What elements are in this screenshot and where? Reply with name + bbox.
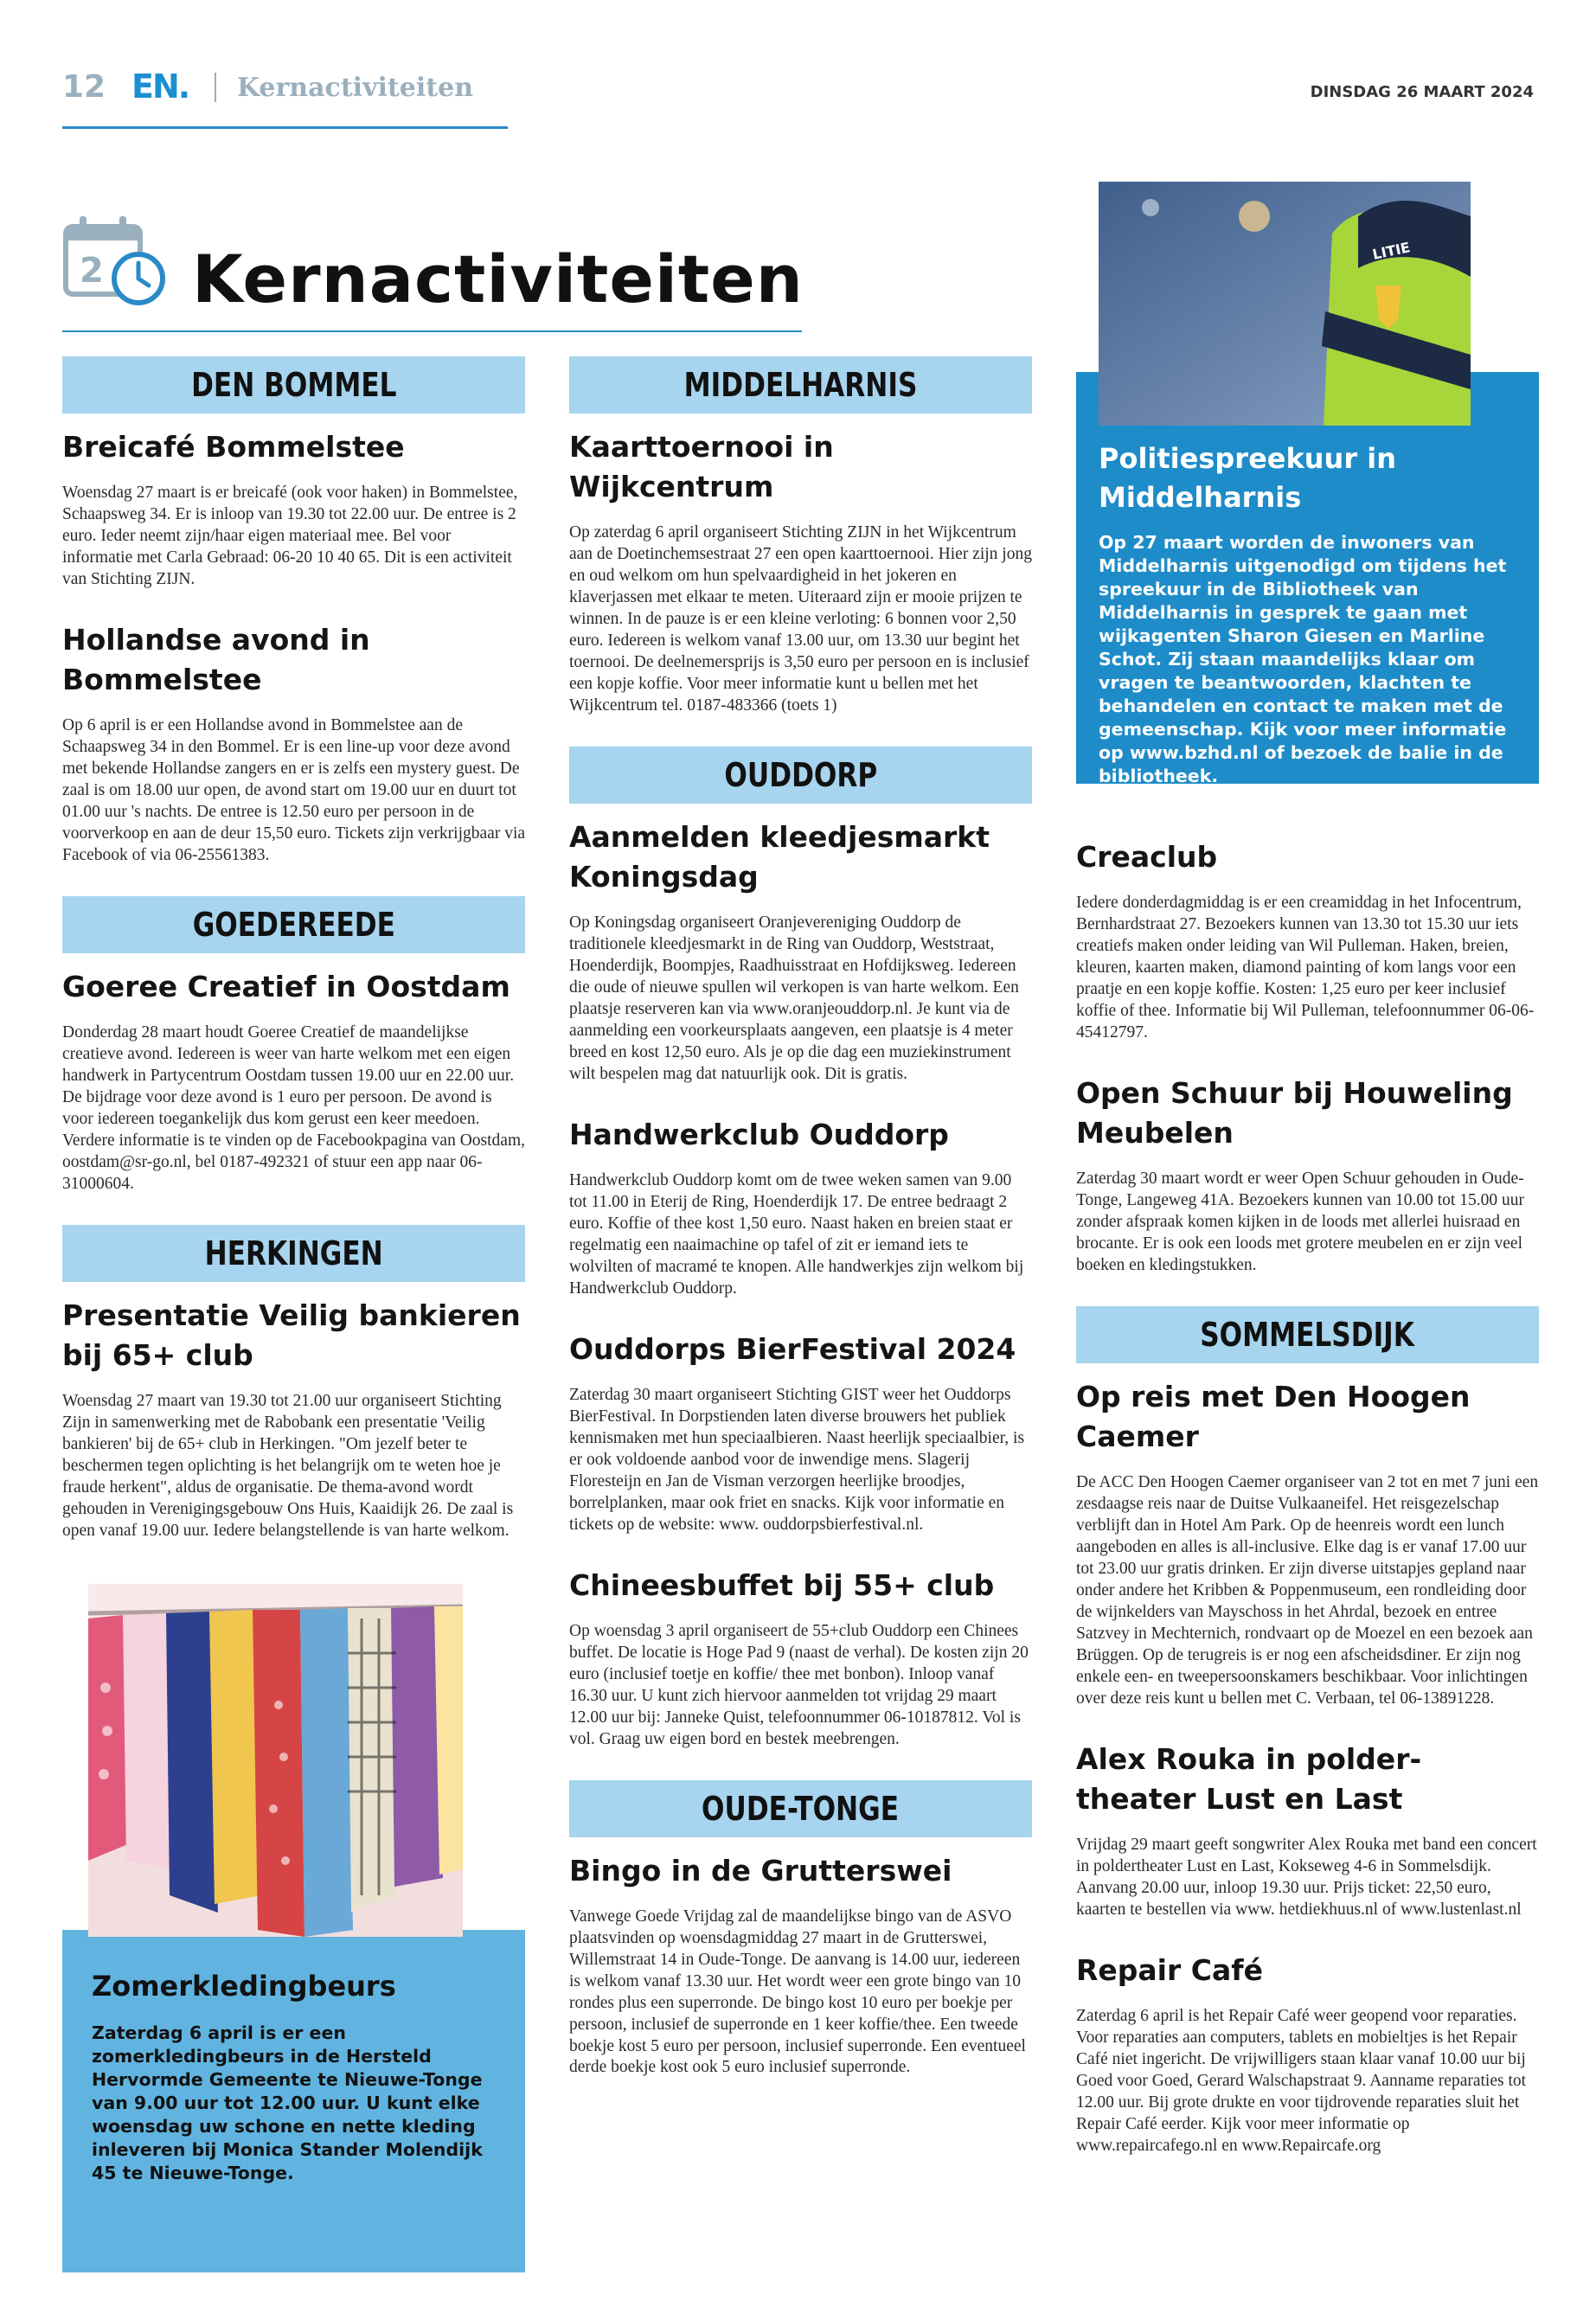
article-title: Goeree Creatief in Oostdam: [62, 970, 510, 1003]
zomerkledingbeurs-box: [62, 1930, 525, 2272]
article-title: Hollandse avond in Bommelstee: [62, 622, 370, 697]
column-3: [1076, 837, 1539, 2187]
article-title: Op reis met Den Hoogen Caemer: [1076, 1380, 1471, 1454]
article-title: Bingo in de Grutterswei: [569, 1853, 952, 1888]
article-title: Creaclub: [1076, 840, 1218, 874]
article-title: Ouddorps BierFestival 2024: [569, 1331, 1016, 1366]
header-date: DINSDAG 26 MAART 2024: [1310, 83, 1534, 101]
town-header-sommelsdijk: SOMMELSDIJK: [1076, 1306, 1539, 1363]
box-text: Zaterdag 6 april is er een zomerkledingbeurs in de Hersteld Hervormde Gemeente te Nieuwe-Tonge van 9.00 uur tot 12.00 uur. U kunt elke woensdag uw schone en nette kleding inleveren bij Monica Stander Molendijk 45 te Nieuwe-Tonge.: [92, 2022, 483, 2184]
article-title: Alex Rouka in polder-theater Lust en Last: [1076, 1741, 1422, 1817]
article-title: Repair Café: [1076, 1953, 1263, 1988]
article-text: Zaterdag 6 april is het Repair Café weer geopend voor reparaties. Voor reparaties aan computers, tablets en mobieltjes is het Repair Café niet ingericht. De vrijwilligers staan klaar vanaf 10.00 uur bij Goed voor Goed, Gerard Walschapstraat 9. Aanname reparaties tot 12.00 uur. Bij grote drukte en voor tijdrovende reparaties sluit het Repair Café eerder. Kijk voor meer informatie op www.repaircafego.nl en www.Repaircafe.org: [1076, 2007, 1527, 2155]
column-2: [569, 356, 1032, 2108]
town-header-goedereede: GOEDEREEDE: [62, 896, 525, 953]
article-title: Breicafé Bommelstee: [62, 430, 405, 464]
police-text-block: [1099, 439, 1527, 788]
header-separator: [215, 73, 216, 102]
article-title: Open Schuur bij Houweling Meubelen: [1076, 1075, 1513, 1150]
police-officer-photo: [1099, 182, 1471, 426]
article-title: Aanmelden kleedjesmarkt Koningsdag: [569, 819, 990, 894]
newspaper-logo: EN.: [131, 67, 189, 106]
article-text: Woensdag 27 maart is er breicafé (ook voor haken) in Bommelstee, Schaapsweg 34. Er is inloop van 19.30 tot 22.00 uur. De entree is 2 euro. Ieder neemt zijn/haar eigen materiaal mee. Bel voor informatie met Carla Gebraad: 06-20 10 40 65. Dit is een activiteit van Stichting ZIJN.: [62, 484, 518, 588]
article-text: Vrijdag 29 maart geeft songwriter Alex Rouka met band een concert in poldertheater Lust en Last, Kokseweg 4-6 in Sommelsdijk. Aanvang 20.00 uur, inloop 19.30 uur. Prijs ticket: 22,50 euro, kaarten te bestellen via www. hetdiekhuus.nl of www.lustenlast.nl: [1076, 1836, 1537, 1920]
article-title: Kaarttoernooi in Wijkcentrum: [569, 430, 834, 504]
article-title: Handwerkclub Ouddorp: [569, 1117, 949, 1151]
article-text: Woensdag 27 maart van 19.30 tot 21.00 uur organiseert Stichting Zijn in samenwerking met de Rabobank een presentatie 'Veilig bankieren' bij de 65+ club in Herkingen. "Om jezelf beter te beschermen tegen oplichting is het belangrijk om te weten hoe je fraude herkent", aldus de organisatie. De thema-avond wordt gehouden in Verenigingsgebouw Ons Huis, Kaaidijk 26. De zaal is open vanaf 19.00 uur. Iedere belangstellende is van harte welkom.: [62, 1392, 514, 1540]
town-header-herkingen: HERKINGEN: [62, 1225, 525, 1282]
town-header-oude-tonge: OUDE-TONGE: [569, 1780, 1032, 1837]
town-header-den-bommel: DEN BOMMEL: [62, 356, 525, 413]
uniform-badge-text: LITIE: [1370, 239, 1412, 263]
page-title: Kernactiviteiten: [192, 240, 804, 317]
town-header-middelharnis: MIDDELHARNIS: [569, 356, 1032, 413]
clothes-rack-photo: [88, 1584, 463, 1937]
article-text: Zaterdag 30 maart organiseert Stichting GIST weer het Ouddorps BierFestival. In Dorpstienden laten diverse brouwers het publiek kennismaken met hun speciaalbieren. Naast heerlijk speciaalbier, is er ook voldoende aanbod voor de inwendige mens. Slagerij Floresteijn en Jan de Visman verzorgen heerlijke broodjes, borrelplanken, maar ook friet en snacks. Kijk voor informatie en tickets op de website: www. ouddorpsbierfestival.nl.: [569, 1386, 1025, 1534]
calendar-digit: 2: [80, 251, 104, 291]
article-text: Op Koningsdag organiseert Oranjevereniging Ouddorp de traditionele kleedjesmarkt in de Ring van Ouddorp, Weststraat, Hoenderdijk, Boompjes, Raadhuisstraat en Hofdijksweg. Iedereen die oude of nieuwe spullen wil verkopen is van harte welkom. Een plaatsje reserveren kan via www.oranjeouddorp.nl. Je kunt via de aanmelding een voorkeursplaats aangeven, een plaatsje is 4 meter breed en kost 12,50 euro. Als je op die dag een muziekinstrument wilt bespelen mag dat natuurlijk ook. Dit is gratis.: [569, 913, 1019, 1083]
article-text: Vanwege Goede Vrijdag zal de maandelijkse bingo van de ASVO plaatsvinden op woensdagmiddag 27 maart in de Grutterswei, Willemstraat 14 in Oude-Tonge. De aanvang is 14.00 uur, iedereen is welkom vanaf 13.30 uur. Het wordt weer een grote bingo van 10 rondes plus een superronde. De bingo kost 10 euro per boekje per persoon, inclusief de superronde en 1 keer koffie/thee. Een tweede boekje kost 5 euro per persoon, inclusief superronde. Een eventueel derde boekje kost ook 5 euro inclusief superronde.: [569, 1907, 1026, 2077]
article-text: Donderdag 28 maart houdt Goeree Creatief de maandelijkse creatieve avond. Iedereen is weer van harte welkom met een eigen handwerk in Partycentrum Oostdam tussen 19.00 uur en 22.00 uur. De bijdrage voor deze avond is 1 euro per persoon. De avond is voor iedereen toegankelijk dus kom gerust een keer meedoen. Verdere informatie is te vinden op de Facebookpagina van Oostdam, oostdam@sr-go.nl, bel 0187-492321 of stuur een app naar 06-31000604.: [62, 1023, 526, 1193]
article-text: Op zaterdag 6 april organiseert Stichting ZIJN in het Wijkcentrum aan de Doetinchemsestraat 27 een open kaarttoernooi. Hier zijn jong en oud welkom om hun spelvaardigheid in het jokeren en klaverjassen met elkaar te meten. Uiteraard zijn er mooie prijzen te winnen. In de pauze is er een kleine verloting: 6 bonnen voor 2,50 euro. Iedereen is welkom vanaf 13.00 uur, om 13.30 uur begint het toernooi. De deelnemersprijs is 3,50 euro per persoon en is inclusief een kopje koffie. Voor meer informatie kunt u bellen met het Wijkcentrum tel. 0187-483366 (toets 1): [569, 523, 1032, 715]
header-rule: [62, 126, 508, 129]
title-rule: [62, 330, 802, 332]
article-title: Presentatie Veilig bankieren bij 65+ club: [62, 1298, 521, 1372]
article-text: Iedere donderdagmiddag is er een creamiddag in het Infocentrum, Bernhardstraat 27. Bezoekers kunnen van 13.30 tot 15.30 uur iets creatiefs maken onder leiding van Wil Pulleman. Haken, breien, kleuren, kaarten maken, diamond painting of kom langs voor een praatje en een kopje koffie. Kosten: 1,25 euro per keer inclusief koffie of thee. Informatie bij Wil Pulleman, telefoonnummer 06-06-45412797.: [1076, 894, 1535, 1042]
article-text: De ACC Den Hoogen Caemer organiseer van 2 tot en met 7 juni een zesdaagse reis naar de Duitse Vulkaaneifel. Het reisgezelschap verblijft dan in Hotel Am Park. Op de heenreis wordt een lunch aangeboden en alles is all-inclusive. Elke dag is er vanaf 17.00 uur tot 23.00 uur gratis drinken. Er zijn diverse uitstapjes gepland naar onder andere het Kribben & Poppenmuseum, een rondleiding door de wijnkelders van Mayschoss in het Ahrdal, bezoek en entree Satzvey in Mechternich, rondvaart op de Moezel en een bezoek aan Brüggen. Op de terugreis is er nog een afscheidsdiner. Er zijn nog enkele een- en tweepersoonskamers beschikbaar. Voor inlichtingen over deze reis kunt u bellen met C. Verbaan, tel 06-13891228.: [1076, 1473, 1539, 1708]
town-header-ouddorp: OUDDORP: [569, 747, 1032, 804]
article-text: Handwerkclub Ouddorp komt om de twee weken samen van 9.00 tot 11.00 in Eterij de Ring, Hoenderdijk 17. De entree bedraagt 2 euro. Koffie of thee kost 1,50 euro. Naast haken en breien staat er regelmatig een naaimachine op tafel of zit er iemand iets te wolvilten of macramé te knopen. Alle handwerkjes zijn welkom bij Handwerkclub Ouddorp.: [569, 1171, 1024, 1298]
column-1: [62, 356, 525, 2272]
calendar-clock-icon: [62, 213, 168, 308]
box-title: Zomerkledingbeurs: [92, 1969, 396, 2003]
box-text: Op 27 maart worden de inwoners van Middelharnis uitgenodigd om tijdens het spreekuur in de Bibliotheek van Middelharnis in gesprek te gaan met wijkagenten Sharon Giesen en Marline Schot. Zij staan maandelijks klaar om vragen te beantwoorden, klachten te behandelen en contact te maken met de gemeenschap. Kijk voor meer informatie op www.bzhd.nl of bezoek de balie in de bibliotheek.: [1099, 531, 1507, 787]
article-text: Op 6 april is er een Hollandse avond in Bommelstee aan de Schaapsweg 34 in den Bommel. Er is een line-up voor deze avond met bekende Hollandse zangers en er is zelfs een mystery guest. De zaal is om 18.00 uur open, de avond start om 19.00 uur en duurt tot 01.00 uur 's nachts. De entree is 12.50 euro per persoon in de voorverkoop en aan de deur 15,50 euro. Tickets zijn verkrijgbaar via Facebook of via 06-25561383.: [62, 716, 526, 865]
article-text: Op woensdag 3 april organiseert de 55+club Ouddorp een Chinees buffet. De locatie is Hoge Pad 9 (naast de verhal). De kosten zijn 20 euro (inclusief toetje en koffie/ thee met bonbon). Inloop vanaf 16.30 uur. U kunt zich hiervoor aanmelden tot vrijdag 29 maart 12.00 uur bij: Janneke Quist, telefoonnummer 06-10187812. Vol is vol. Graag uw eigen bord en bestek meebrengen.: [569, 1621, 1029, 1748]
article-text: Zaterdag 30 maart wordt er weer Open Schuur gehouden in Oude-Tonge, Langeweg 41A. Bezoekers kunnen van 10.00 tot 15.00 uur zonder afspraak komen kijken in de loods met allerlei huisraad en brocante. Er is ook een loods met grotere meubelen en er zijn veel boeken en kledingstukken.: [1076, 1170, 1524, 1275]
page-number: 12: [62, 69, 106, 105]
box-title: Politiespreekuur in Middelharnis: [1099, 442, 1396, 514]
article-title: Chineesbuffet bij 55+ club: [569, 1567, 995, 1602]
header-section: Kernactiviteiten: [237, 73, 474, 103]
